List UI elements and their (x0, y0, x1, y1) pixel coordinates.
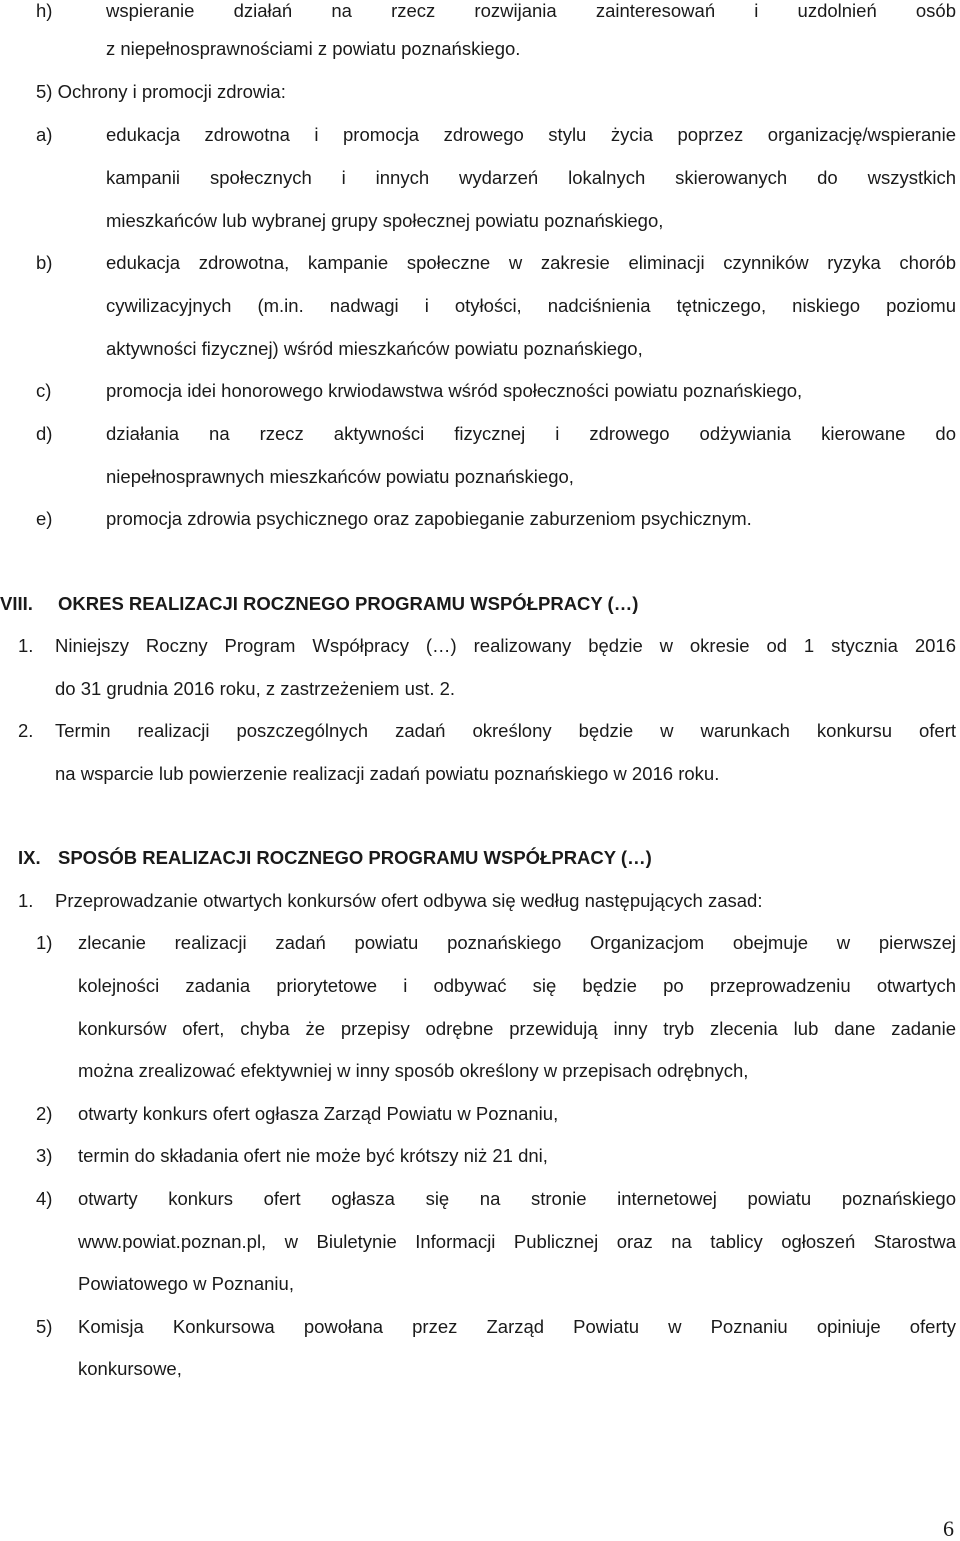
list-item-line: działania na rzecz aktywności fizycznej i zdrowego odżywiania kierowane do (106, 423, 956, 444)
list-marker: e) (36, 508, 53, 529)
list-item-line: Komisja Konkursowa powołana przez Zarząd Powiatu w Poznaniu opiniuje oferty (78, 1316, 956, 1337)
list-item-line: aktywności fizycznej) wśród mieszkańców powiatu poznańskiego, (106, 338, 643, 359)
list-marker: d) (36, 423, 53, 444)
section-title: OKRES REALIZACJI ROCZNEGO PROGRAMU WSPÓŁPRACY (…) (58, 593, 639, 614)
list-item-line: Niniejszy Roczny Program Współpracy (…) realizowany będzie w okresie od 1 stycznia 2016 (55, 635, 956, 656)
list-item-line: mieszkańców lub wybranej grupy społecznej powiatu poznańskiego, (106, 210, 664, 231)
list-item-line: konkursów ofert, chyba że przepisy odrębne przewidują inny tryb zlecenia lub dane zadanie (78, 1018, 956, 1039)
list-item-line: kampanii społecznych i innych wydarzeń lokalnych skierowanych do wszystkich (106, 167, 956, 188)
list-marker: h) (36, 0, 53, 21)
list-item-line: termin do składania ofert nie może być krótszy niż 21 dni, (78, 1145, 548, 1166)
list-marker: b) (36, 252, 53, 273)
list-marker: 2. (18, 720, 34, 741)
list-item-line: Powiatowego w Poznaniu, (78, 1273, 294, 1294)
list-item-line: promocja idei honorowego krwiodawstwa wśród społeczności powiatu poznańskiego, (106, 380, 803, 401)
list-item-line: można zrealizować efektywniej w inny sposób określony w przepisach odrębnych, (78, 1060, 749, 1081)
list-item-line: www.powiat.poznan.pl, w Biuletynie Informacji Publicznej oraz na tablicy ogłoszeń Starostwa (78, 1231, 956, 1252)
page-number: 6 (943, 1516, 954, 1541)
list-marker: 2) (36, 1103, 53, 1124)
list-marker: 1) (36, 932, 53, 953)
list-item-line: promocja zdrowia psychicznego oraz zapobieganie zaburzeniom psychicznym. (106, 508, 752, 529)
section-title: SPOSÓB REALIZACJI ROCZNEGO PROGRAMU WSPÓŁPRACY (…) (58, 847, 652, 868)
list-item-line: do 31 grudnia 2016 roku, z zastrzeżeniem ust. 2. (55, 678, 456, 699)
list-item-line: otwarty konkurs ofert ogłasza Zarząd Powiatu w Poznaniu, (78, 1103, 559, 1124)
list-item-line: wspieranie działań na rzecz rozwijania zainteresowań i uzdolnień osób (106, 0, 956, 21)
list-marker: 5) (36, 1316, 53, 1337)
list-item-line: Termin realizacji poszczególnych zadań określony będzie w warunkach konkursu ofert (55, 720, 956, 741)
section-number: VIII. (0, 593, 33, 614)
list-item-line: zlecanie realizacji zadań powiatu poznańskiego Organizacjom obejmuje w pierwszej (78, 932, 956, 953)
paragraph-intro: Przeprowadzanie otwartych konkursów ofert odbywa się według następujących zasad: (55, 890, 763, 911)
list-item-line: edukacja zdrowotna, kampanie społeczne w zakresie eliminacji czynników ryzyka chorób (106, 252, 956, 273)
list-item-line: otwarty konkurs ofert ogłasza się na stronie internetowej powiatu poznańskiego (78, 1188, 956, 1209)
list-marker: 4) (36, 1188, 53, 1209)
list-marker: c) (36, 380, 52, 401)
section-heading: 5) Ochrony i promocji zdrowia: (36, 81, 286, 102)
list-marker: 3) (36, 1145, 53, 1166)
list-item-line: na wsparcie lub powierzenie realizacji zadań powiatu poznańskiego w 2016 roku. (55, 763, 720, 784)
section-number: IX. (18, 847, 41, 868)
list-item-line: edukacja zdrowotna i promocja zdrowego stylu życia poprzez organizację/wspieranie (106, 124, 956, 145)
list-item-line: konkursowe, (78, 1358, 182, 1379)
list-marker: 1. (18, 635, 34, 656)
list-marker: 1. (18, 890, 34, 911)
list-item-line: cywilizacyjnych (m.in. nadwagi i otyłości, nadciśnienia tętniczego, niskiego poziomu (106, 295, 956, 316)
list-marker: a) (36, 124, 53, 145)
list-item-line: z niepełnosprawnościami z powiatu poznańskiego. (106, 38, 521, 59)
list-item-line: niepełnosprawnych mieszkańców powiatu poznańskiego, (106, 466, 574, 487)
list-item-line: kolejności zadania priorytetowe i odbywać się będzie po przeprowadzeniu otwartych (78, 975, 956, 996)
